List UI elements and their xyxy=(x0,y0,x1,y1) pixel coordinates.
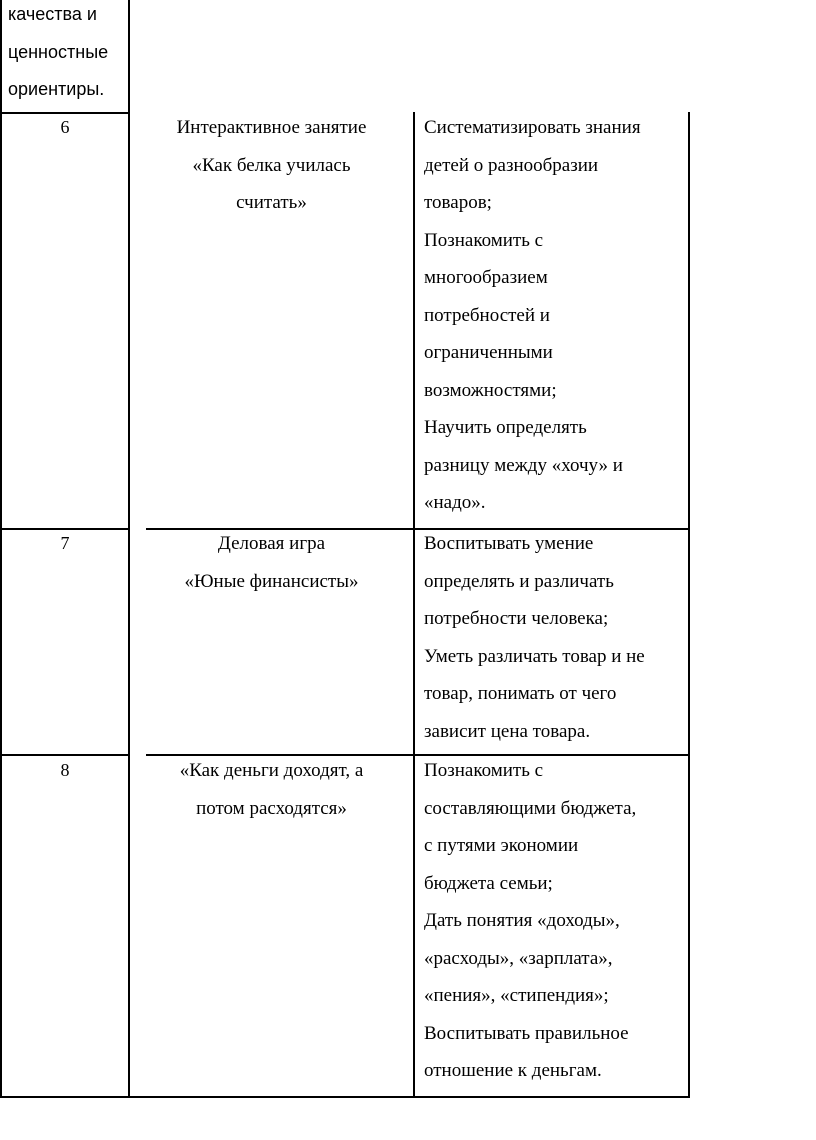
text-line: качества и xyxy=(8,4,97,24)
table-bottom-border xyxy=(0,1096,690,1098)
text-line: «Юные финансисты» xyxy=(184,570,359,592)
text-line: Систематизировать знания xyxy=(424,117,641,138)
previous-row-text xyxy=(8,0,108,109)
text-line: «Как белка училась xyxy=(192,154,351,176)
row-number-8: 8 xyxy=(60,760,70,780)
text-line: с путями экономии xyxy=(424,835,579,856)
text-line: «Как деньги доходят, а xyxy=(179,760,364,781)
text-line: зависит цена товара. xyxy=(424,720,591,742)
text-line: Научить определять xyxy=(424,417,587,438)
text-line: возможностями; xyxy=(424,379,557,401)
text-line: «надо». xyxy=(424,492,486,513)
text-line: отношение к деньгам. xyxy=(424,1060,602,1081)
goals-cell-6 xyxy=(424,109,641,522)
text-line: потом расходятся» xyxy=(196,797,347,819)
text-line: Познакомить с xyxy=(424,229,544,251)
text-line: ограниченными xyxy=(424,342,553,363)
row-number-7: 7 xyxy=(60,533,70,553)
text-line: Воспитывать умение xyxy=(424,533,594,554)
table-right-border xyxy=(688,112,690,1098)
text-line: Дать понятия «доходы», xyxy=(424,910,620,931)
row-number-6: 6 xyxy=(60,117,70,137)
text-line: товар, понимать от чего xyxy=(424,683,617,704)
text-line: Уметь различать товар и не xyxy=(424,645,645,667)
text-line: определять и различать xyxy=(424,570,614,592)
text-line: ценностные xyxy=(8,41,109,62)
activity-cell-7 xyxy=(130,525,413,600)
text-line: разницу между «хочу» и xyxy=(424,454,623,476)
text-line: потребности человека; xyxy=(424,608,609,629)
text-line: детей о разнообразии xyxy=(424,154,599,176)
activity-cell-6 xyxy=(130,109,413,222)
goals-cell-8 xyxy=(424,752,636,1090)
text-line: потребностей и xyxy=(424,304,550,326)
text-line: считать» xyxy=(236,192,307,213)
text-line: многообразием xyxy=(424,267,548,288)
text-line: Познакомить с xyxy=(424,760,544,781)
text-line: «пения», «стипендия»; xyxy=(424,985,609,1006)
text-line: ориентиры. xyxy=(8,79,105,99)
text-line: товаров; xyxy=(424,192,492,213)
goals-cell-7 xyxy=(424,525,645,750)
text-line: Воспитывать правильное xyxy=(424,1022,629,1044)
column-divider-2 xyxy=(413,112,415,1098)
text-line: Интерактивное занятие xyxy=(176,117,367,138)
activity-cell-8 xyxy=(130,752,413,827)
text-line: Деловая игра xyxy=(217,533,326,554)
text-line: составляющими бюджета, xyxy=(424,797,637,819)
text-line: «расходы», «зарплата», xyxy=(424,947,613,969)
text-line: бюджета семьи; xyxy=(424,872,553,894)
